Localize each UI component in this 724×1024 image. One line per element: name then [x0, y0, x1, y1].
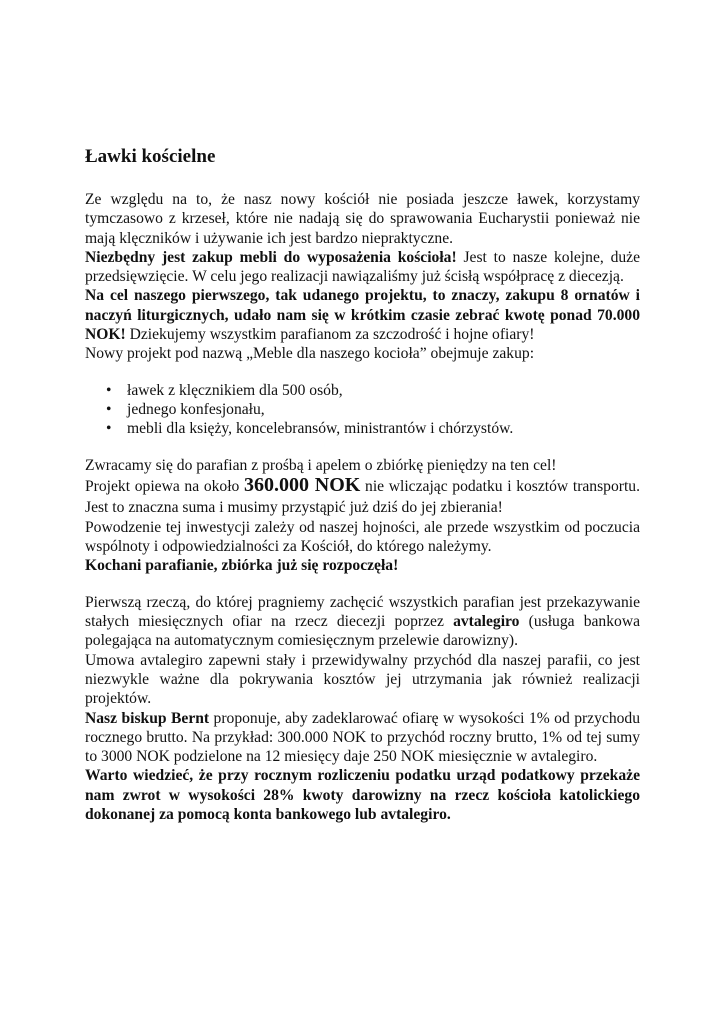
project-amount: 360.000 NOK	[244, 473, 361, 496]
purchase-list	[85, 381, 640, 439]
paragraph-collection-started: Kochani parafianie, zbiórka już się rozpoczęła!	[85, 557, 399, 575]
paragraph-intro: Ze względu na to, że nasz nowy kościół nie posiada jeszcze ławek, korzystamy tymczasowo z krzeseł, które nie nadają się do sprawowania Eucharystii ponieważ nie mają klęczników i używanie ich jest bardzo niepraktyczne.	[85, 191, 640, 247]
paragraph-need-bold: Niezbędny jest zakup mebli do wyposażenia kościoła!	[85, 248, 457, 266]
paragraph-new-project: Nowy projekt pod nazwą „Meble dla naszego kocioła” obejmuje zakup:	[85, 345, 535, 363]
paragraph-first-project-bold: Na cel naszego pierwszego, tak udanego projektu, to znaczy, zakupu 8 ornatów i naczyń liturgicznych, udało nam się w krótkim czasie zebrać kwotę ponad 70.000 NOK!	[85, 287, 640, 344]
page-title: Ławki kościelne	[85, 146, 216, 167]
paragraph-first-project	[85, 286, 640, 344]
paragraph-need-rest: Jest to nasze kolejne, duże przedsięwzięcie. W celu jego realizacji nawiązaliśmy już ścisłą współpracę z diecezją.	[85, 248, 641, 286]
list-item: • mebli dla księży, koncelebransów, ministrantów i chórzystów.	[127, 419, 640, 438]
paragraph-avtalegiro-a: Pierwszą rzeczą, do której pragniemy zachęcić wszystkich parafian jest przekazywanie stałych miesięcznych ofiar na rzecz diecezji poprzez	[85, 593, 640, 631]
paragraph-bishop-rest: proponuje, aby zadeklarować ofiarę w wysokości 1% od przychodu rocznego brutto. Na przykład: 300.000 NOK to przychód roczny brutto, 1% od tej sumy to 3000 NOK podzielone na 12 miesięcy daje 250 NOK miesięcznie w avtalegiro.	[85, 709, 641, 766]
paragraph-agreement: Umowa avtalegiro zapewni stały i przewidywalny przychód dla naszej parafii, co jest niezwykle ważne dla pokrywania kosztów jej utrzymania jak również realizacji projektów.	[85, 651, 640, 708]
paragraph-cost-b: nie wliczając podatku i kosztów transportu. Jest to znaczna suma i musimy przystąpić już dziś do jej zbierania!	[85, 477, 640, 516]
list-item: • jednego konfesjonału,	[127, 400, 640, 419]
list-item: • ławek z klęcznikiem dla 500 osób,	[127, 381, 640, 400]
paragraph-first-project-rest: Dziekujemy wszystkim parafianom za szczodrość i hojne ofiary!	[125, 326, 535, 344]
paragraph-avtalegiro-b: (usługa bankowa polegająca na automatycznym comiesięcznym przelewie darowizny).	[85, 613, 640, 650]
paragraph-appeal: Zwracamy się do parafian z prośbą i apelem o zbiórkę pieniędzy na ten cel!	[85, 456, 557, 474]
paragraph-tax-info: Warto wiedzieć, że przy rocznym rozliczeniu podatku urząd podatkowy przekaże nam zwrot w wysokości 28% kwoty darowizny na rzecz kościoła katolickiego dokonanej za pomocą konta bankowego lub avtalegiro.	[85, 767, 640, 824]
paragraph-cost-a: Projekt opiewa na około	[85, 477, 245, 495]
document-page	[85, 146, 640, 824]
paragraph-bishop-bold: Nasz biskup Bernt	[85, 709, 210, 727]
paragraph-success: Powodzenie tej inwestycji zależy od naszej hojności, ale przede wszystkim od poczucia wspólnoty i odpowiedzialności za Kościół, do którego należymy.	[85, 518, 640, 556]
paragraph-bishop	[85, 709, 640, 767]
paragraph-avtalegiro-bold: avtalegiro	[453, 613, 520, 631]
paragraph-need	[85, 248, 640, 287]
paragraph-avtalegiro	[85, 593, 640, 651]
paragraph-cost	[85, 475, 640, 518]
